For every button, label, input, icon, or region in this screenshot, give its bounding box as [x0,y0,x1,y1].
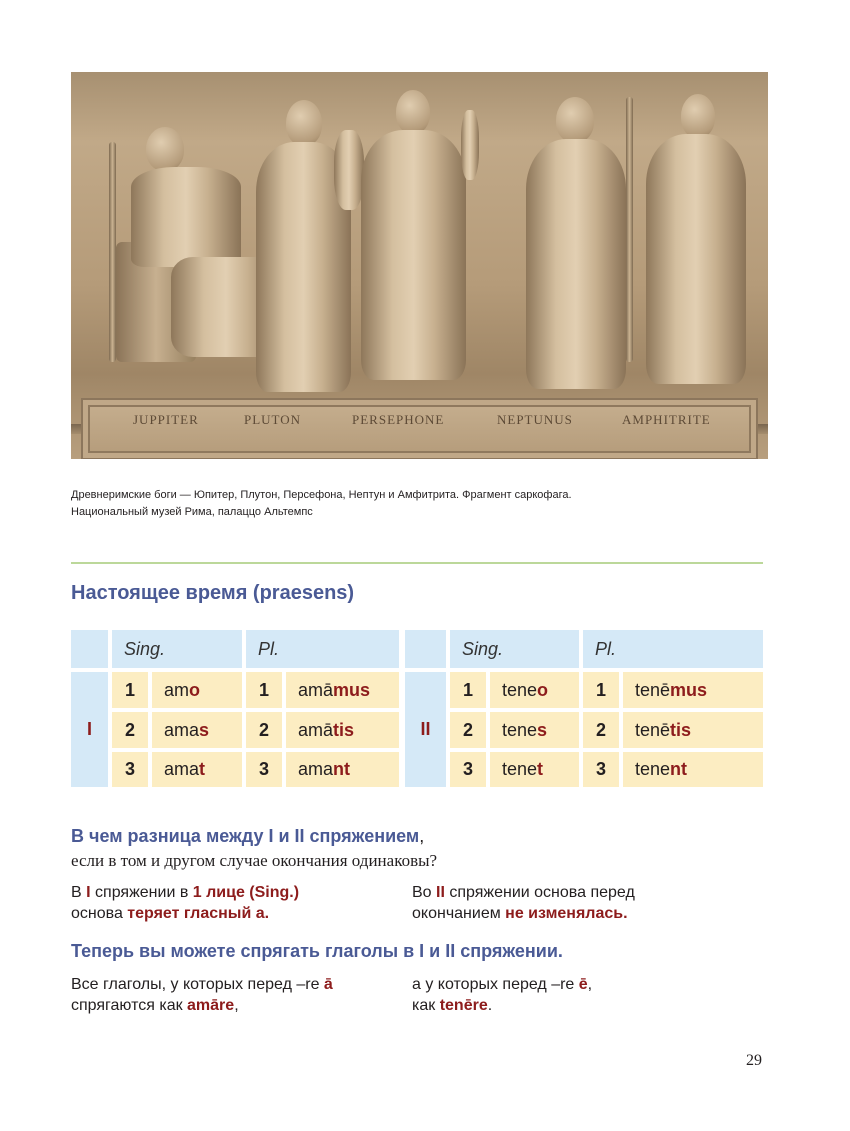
conclusion-title: Теперь вы можете спрягать глаголы в I и II спряжении. [71,941,563,961]
person-number: 1 [583,672,619,708]
caption-line-2: Национальный музей Рима, палаццо Альтемпс [71,506,313,518]
verb-form: tene s [490,712,579,748]
image-caption [71,487,771,521]
header-sing: Sing. [112,630,242,668]
verb-form: ama s [152,712,242,748]
rule-second-conjugation: а у которых перед –re ē, как tenēre. [412,976,593,1014]
verb-form: amā mus [286,672,399,708]
caption-line-1: Древнеримские боги — Юпитер, Плутон, Персефона, Нептун и Амфитрита. Фрагмент саркофага. [71,489,572,501]
inscription-band [81,398,758,459]
header-pl: Pl. [246,630,399,668]
scepter-shape [109,142,116,362]
person-number: 3 [246,752,282,787]
verb-form: tenē mus [623,672,763,708]
question-subtitle: если в том и другом случае окончания одинаковы? [71,851,438,870]
verb-form: tenē tis [623,712,763,748]
rule-first-conjugation: Все глаголы, у которых перед –re ā спрягаются как amāre, [71,976,333,1014]
inscription-neptunus: NEPTUNUS [497,412,573,427]
verb-form: ama t [152,752,242,787]
inscription-pluton: PLUTON [244,412,302,427]
person-number: 1 [450,672,486,708]
table-corner-cell [71,630,108,668]
table-corner-cell [405,630,446,668]
header-sing: Sing. [450,630,579,668]
answer-first-conjugation: В I спряжении в 1 лице (Sing.) основа теряет гласный а. [71,884,300,922]
person-number: 2 [450,712,486,748]
header-pl: Pl. [583,630,763,668]
trident-shape [626,97,633,362]
person-number: 3 [112,752,148,787]
person-number: 1 [112,672,148,708]
verb-form: am o [152,672,242,708]
verb-form: tene nt [623,752,763,787]
sarcophagus-relief-image [71,72,768,459]
inscription-persephone: PERSEPHONE [352,412,445,427]
inscription-amphitrite: AMPHITRITE [622,412,711,427]
person-number: 3 [450,752,486,787]
person-number: 2 [112,712,148,748]
question-title: В чем разница между I и II спряжением, [71,826,425,846]
page-number: 29 [746,1052,762,1069]
verb-form: ama nt [286,752,399,787]
person-number: 2 [583,712,619,748]
section-title: Настоящее время (praesens) [71,582,355,604]
person-number: 3 [583,752,619,787]
person-number: 2 [246,712,282,748]
group-label: II [405,672,446,787]
inscription-juppiter: JUPPITER [133,412,199,427]
group-label: I [71,672,108,787]
verb-form: tene t [490,752,579,787]
answer-second-conjugation: Во II спряжении основа перед окончанием не изменялась. [412,884,635,922]
person-number: 1 [246,672,282,708]
verb-form: amā tis [286,712,399,748]
section-divider [71,562,763,564]
verb-form: tene o [490,672,579,708]
